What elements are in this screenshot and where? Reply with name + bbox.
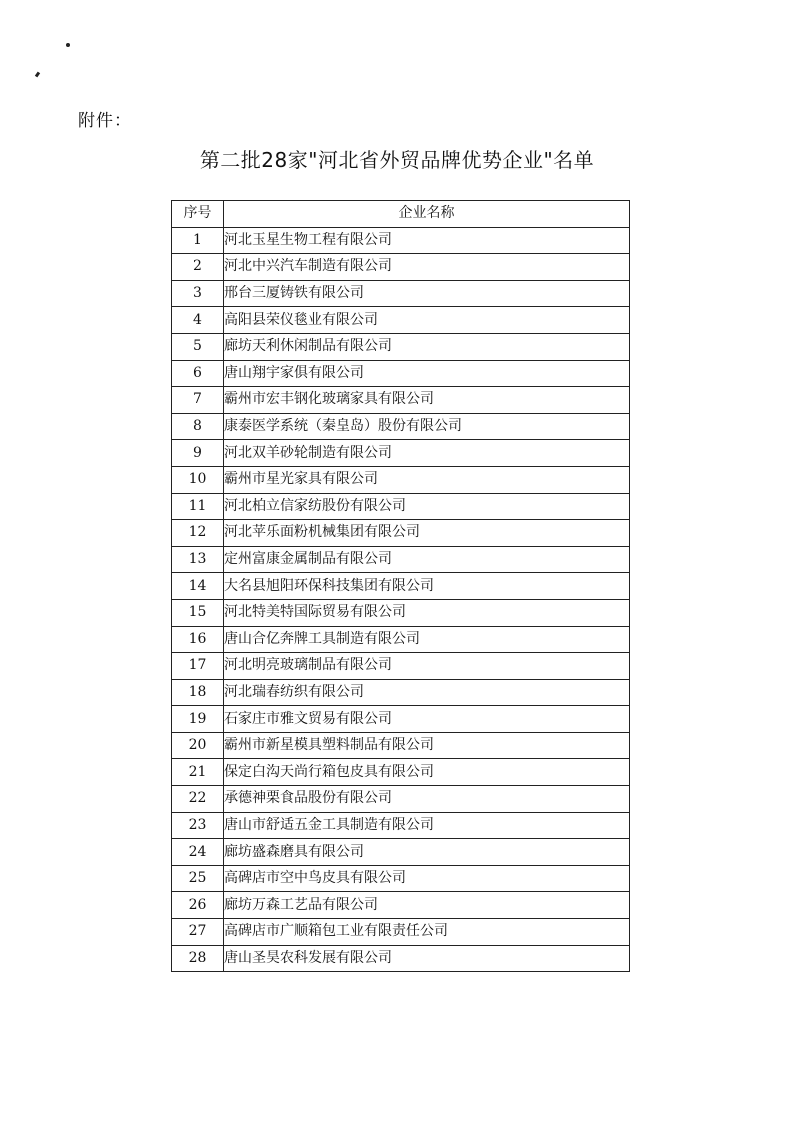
table-row [172, 280, 630, 307]
row-index-cell: 10 [172, 466, 224, 493]
company-name-cell: 河北明亮玻璃制品有限公司 [224, 653, 630, 680]
row-index-cell: 1 [172, 227, 224, 254]
table-row [172, 599, 630, 626]
table-row [172, 493, 630, 520]
table-row [172, 520, 630, 547]
table-row [172, 413, 630, 440]
row-index-cell: 20 [172, 732, 224, 759]
row-index-cell: 17 [172, 653, 224, 680]
table-row [172, 812, 630, 839]
row-index-cell: 14 [172, 573, 224, 600]
row-index-cell: 27 [172, 919, 224, 946]
row-index-cell: 8 [172, 413, 224, 440]
company-name-cell: 石家庄市雅文贸易有限公司 [224, 706, 630, 733]
attachment-label: 附件： [78, 111, 132, 131]
company-name-cell: 康泰医学系统（秦皇岛）股份有限公司 [224, 413, 630, 440]
company-name-cell: 河北特美特国际贸易有限公司 [224, 599, 630, 626]
company-name-cell: 霸州市新星模具塑料制品有限公司 [224, 732, 630, 759]
row-index-cell: 21 [172, 759, 224, 786]
company-name-cell: 唐山翔宇家俱有限公司 [224, 360, 630, 387]
table-row [172, 333, 630, 360]
company-name-cell: 高阳县荣仪毯业有限公司 [224, 307, 630, 334]
table-row [172, 892, 630, 919]
company-name-cell: 唐山圣昊农科发展有限公司 [224, 945, 630, 972]
row-index-cell: 2 [172, 254, 224, 281]
company-name-cell: 河北苹乐面粉机械集团有限公司 [224, 520, 630, 547]
company-name-cell: 承德神栗食品股份有限公司 [224, 786, 630, 813]
row-index-cell: 23 [172, 812, 224, 839]
table-body [172, 227, 630, 972]
table-row [172, 653, 630, 680]
table-row [172, 786, 630, 813]
company-name-cell: 大名县旭阳环保科技集团有限公司 [224, 573, 630, 600]
company-name-cell: 河北瑞春纺织有限公司 [224, 679, 630, 706]
scan-speck [35, 72, 40, 78]
row-index-cell: 12 [172, 520, 224, 547]
row-index-cell: 22 [172, 786, 224, 813]
company-name-cell: 唐山合亿奔牌工具制造有限公司 [224, 626, 630, 653]
row-index-cell: 24 [172, 839, 224, 866]
row-index-cell: 13 [172, 546, 224, 573]
row-index-cell: 4 [172, 307, 224, 334]
row-index-cell: 9 [172, 440, 224, 467]
table-row [172, 706, 630, 733]
row-index-cell: 5 [172, 333, 224, 360]
row-index-cell: 18 [172, 679, 224, 706]
table-row [172, 466, 630, 493]
row-index-cell: 26 [172, 892, 224, 919]
table-row [172, 945, 630, 972]
document-title: 第二批28家"河北省外贸品牌优势企业"名单 [199, 148, 595, 172]
table-row [172, 865, 630, 892]
table-row [172, 626, 630, 653]
company-name-cell: 高碑店市空中鸟皮具有限公司 [224, 865, 630, 892]
company-name-cell: 廊坊盛森磨具有限公司 [224, 839, 630, 866]
column-header-company-name: 企业名称 [224, 201, 630, 228]
table-row [172, 759, 630, 786]
column-header-index: 序号 [172, 201, 224, 228]
company-name-cell: 廊坊天利休闲制品有限公司 [224, 333, 630, 360]
table-row [172, 440, 630, 467]
table-header-row [172, 201, 630, 228]
table-row [172, 254, 630, 281]
company-name-cell: 霸州市宏丰钢化玻璃家具有限公司 [224, 387, 630, 414]
table-row [172, 360, 630, 387]
table-row [172, 573, 630, 600]
table-row [172, 839, 630, 866]
company-name-cell: 保定白沟天尚行箱包皮具有限公司 [224, 759, 630, 786]
row-index-cell: 7 [172, 387, 224, 414]
table-row [172, 387, 630, 414]
table-row [172, 546, 630, 573]
row-index-cell: 6 [172, 360, 224, 387]
row-index-cell: 16 [172, 626, 224, 653]
company-name-cell: 河北中兴汽车制造有限公司 [224, 254, 630, 281]
company-name-cell: 廊坊万森工艺品有限公司 [224, 892, 630, 919]
row-index-cell: 25 [172, 865, 224, 892]
company-name-cell: 河北玉星生物工程有限公司 [224, 227, 630, 254]
table-row [172, 919, 630, 946]
company-name-cell: 邢台三厦铸铁有限公司 [224, 280, 630, 307]
company-name-cell: 高碑店市广顺箱包工业有限责任公司 [224, 919, 630, 946]
company-name-cell: 唐山市舒适五金工具制造有限公司 [224, 812, 630, 839]
row-index-cell: 15 [172, 599, 224, 626]
company-name-cell: 河北柏立信家纺股份有限公司 [224, 493, 630, 520]
row-index-cell: 19 [172, 706, 224, 733]
table-row [172, 227, 630, 254]
table-row [172, 732, 630, 759]
row-index-cell: 11 [172, 493, 224, 520]
company-name-cell: 定州富康金属制品有限公司 [224, 546, 630, 573]
company-name-cell: 河北双羊砂轮制造有限公司 [224, 440, 630, 467]
table-row [172, 307, 630, 334]
row-index-cell: 28 [172, 945, 224, 972]
company-name-cell: 霸州市星光家具有限公司 [224, 466, 630, 493]
table-row [172, 679, 630, 706]
scan-speck [66, 43, 70, 47]
row-index-cell: 3 [172, 280, 224, 307]
company-table [171, 200, 630, 972]
